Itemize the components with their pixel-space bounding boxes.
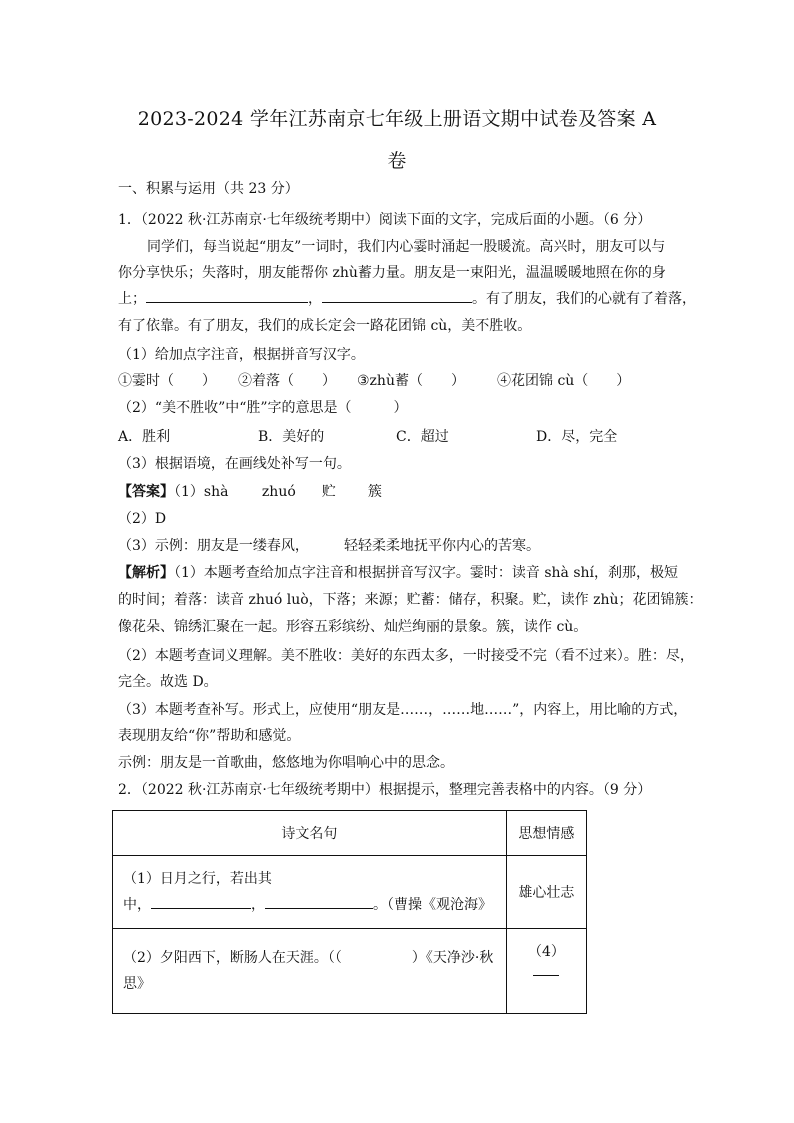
sub-question-3: （3）根据语境，在画线处补写一句。 [118, 456, 351, 472]
fill-blank-1 [146, 288, 308, 303]
row2-line1: （2）夕阳西下，断肠人在天涯。（（ ）《天净沙·秋 [123, 950, 494, 966]
answer-1-prefix: （1） [174, 484, 204, 500]
analysis-line-2: 的时间；着落：读音 zhuó luò，下落；来源；贮蓄：储存，积聚。贮，读作 zhù；花团锦簇： [118, 592, 703, 608]
passage-line-4: 有了依靠。有了朋友，我们的成长定会一路花团锦 cù，美不胜收。 [118, 318, 532, 334]
poem-table [112, 810, 587, 1014]
fill-blank-2 [322, 288, 472, 303]
passage-line-1: 同学们，每当说起“朋友”一词时，我们内心霎时涌起一股暖流。高兴时，朋友可以与 [147, 239, 666, 255]
table-blank-2 [265, 894, 373, 909]
sub1-item-2: ②着落（ ） [238, 373, 336, 389]
passage-line-3-end: 。有了朋友，我们的心就有了着落， [472, 291, 696, 307]
row1-line1: （1）日月之行，若出其 [123, 871, 272, 887]
sub1-item-4: ④花团锦 cù（ ） [497, 373, 631, 389]
sub1-item-1: ①霎时（ ） [118, 373, 216, 389]
row1-line2-start: 中， [123, 897, 151, 913]
analysis-line-7: 表现朋友给“你”帮助和感觉。 [118, 728, 301, 744]
analysis-line-5: 完全。故选 D。 [118, 674, 218, 690]
analysis-line-1 [118, 562, 678, 582]
table-header-emotion: 思想情感 [506, 811, 586, 856]
answer-line-1 [118, 481, 382, 501]
answer-line-2: （2）D [118, 511, 167, 527]
row2-line2: 思》 [123, 976, 151, 992]
option-a: A．胜利 [118, 429, 171, 445]
row2-emotion-label: （4） [527, 944, 565, 960]
passage-line-2: 你分享快乐；失落时，朋友能帮你 zhù蓄力量。朋友是一束阳光，温温暖暖地照在你的身 [118, 265, 666, 281]
row1-line2-end: 。（曹操《观沧海》 [373, 897, 492, 913]
table-cell-poem [113, 929, 507, 1014]
analysis-label: 【解析】 [118, 565, 174, 581]
passage-line-3-comma: ， [308, 291, 322, 307]
answer-line-3 [118, 535, 540, 555]
table-row [113, 856, 587, 929]
table-header-poem: 诗文名句 [113, 811, 507, 856]
answer-1-item-1: shà [203, 484, 229, 500]
answer-3-part-2: 轻轻柔柔地抚平你内心的苦寒。 [344, 538, 540, 554]
question-1-stem: 1．（2022 秋·江苏南京·七年级统考期中）阅读下面的文字，完成后面的小题。（6 分） [118, 212, 652, 228]
sub1-item-3: ③zhù蓄（ ） [357, 373, 465, 389]
answer-label: 【答案】 [118, 484, 174, 500]
analysis-line-3: 像花朵、锦绣汇聚在一起。形容五彩缤纷、灿烂绚丽的景象。簇，读作 cù。 [118, 619, 588, 635]
row1-line2 [123, 892, 496, 918]
analysis-line-8: 示例：朋友是一首歌曲，悠悠地为你唱响心中的思念。 [118, 755, 454, 771]
option-c: C．超过 [396, 429, 449, 445]
section-heading: 一、积累与运用（共 23 分） [118, 181, 299, 197]
table-row [113, 929, 587, 1014]
table-blank-1 [151, 894, 251, 909]
answer-1-item-3: 贮 [321, 484, 336, 500]
sub-question-1: （1）给加点字注音，根据拼音写汉字。 [118, 347, 365, 363]
option-d: D．尽，完全 [536, 429, 618, 445]
question-2-stem: 2．（2022 秋·江苏南京·七年级统考期中）根据提示，整理完善表格中的内容。（9 分） [118, 782, 652, 798]
table-cell-emotion: 雄心壮志 [506, 856, 586, 929]
option-b: B．美好的 [258, 429, 325, 445]
table-cell-poem [113, 856, 507, 929]
row1-line2-comma: ， [251, 897, 265, 913]
table-blank-3 [533, 961, 559, 976]
analysis-line-6: （3）本题考查补写。形式上，应使用“朋友是……，……地……”，内容上，用比喻的方式， [118, 702, 688, 718]
answer-1-item-2: zhuó [261, 484, 296, 500]
answer-1-item-4: 簇 [367, 484, 382, 500]
passage-line-3 [118, 288, 696, 308]
document-title-line2: 卷 [387, 150, 407, 172]
analysis-line-4: （2）本题考查词义理解。美不胜收：美好的东西太多，一时接受不完（看不过来）。胜：尽， [118, 648, 694, 664]
table-header-row [113, 811, 587, 856]
sub-question-2: （2）“美不胜收”中“胜”字的意思是（ ） [118, 400, 408, 416]
document-title-line1: 2023-2024 学年江苏南京七年级上册语文期中试卷及答案 A [137, 108, 657, 130]
passage-line-3-start: 上； [118, 291, 146, 307]
table-cell-emotion [506, 929, 586, 1014]
answer-3-part-1: （3）示例：朋友是一缕春风， [118, 538, 309, 554]
analysis-line-1-text: （1）本题考查给加点字注音和根据拼音写汉字。霎时：读音 shà shí，刹那，极短 [174, 565, 679, 581]
